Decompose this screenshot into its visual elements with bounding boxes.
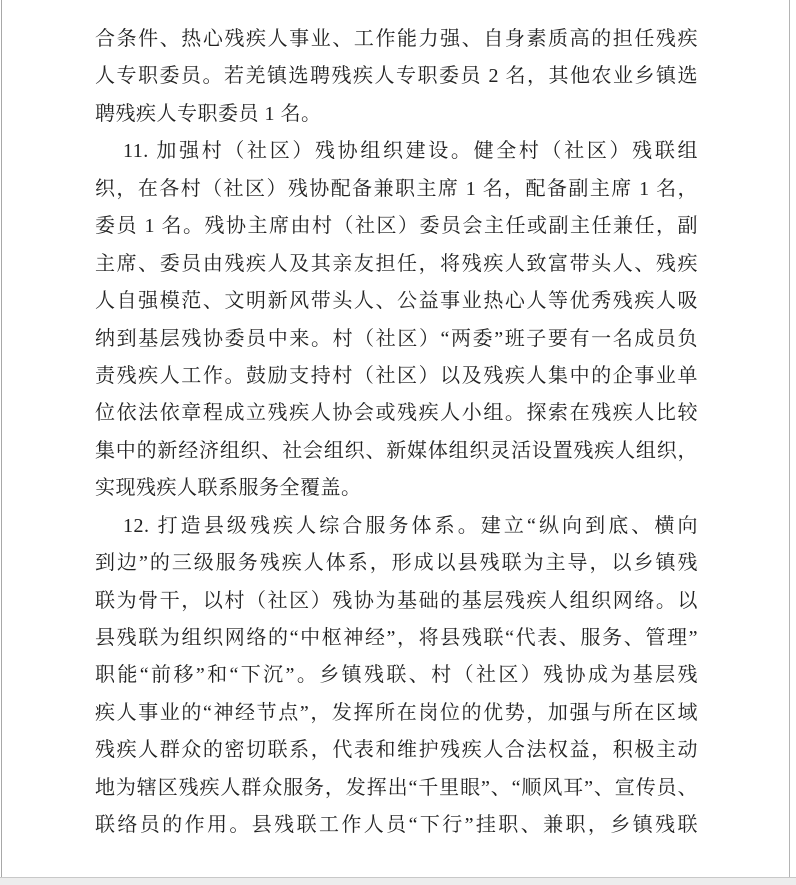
text-line: 地为辖区残疾人群众服务，发挥出“千里眼”、“顺风耳”、宣传员、 [95,776,698,799]
text-line: 聘残疾人专职委员 1 名。 [95,102,322,125]
text-line: 委员 1 名。残协主席由村（社区）委员会主任或副主任兼任，副 [95,215,698,238]
text-line: 实现残疾人联系服务全覆盖。 [95,477,362,500]
text-line: 纳到基层残协委员中来。村（社区）“两委”班子要有一名成员负 [95,327,698,350]
text-line: 集中的新经济组织、社会组织、新媒体组织灵活设置残疾人组织， [95,439,698,462]
document-text [95,21,698,845]
text-line: 联为骨干，以村（社区）残协为基础的基层残疾人组织网络。以 [95,589,698,612]
text-line: 12. 打造县级残疾人综合服务体系。建立“纵向到底、横向 [123,514,698,537]
text-line: 责残疾人工作。鼓励支持村（社区）以及残疾人集中的企事业单 [95,364,698,387]
text-line: 织，在各村（社区）残协配备兼职主席 1 名，配备副主席 1 名， [95,177,698,200]
text-line: 人专职委员。若羌镇选聘残疾人专职委员 2 名，其他农业乡镇选 [95,65,698,88]
text-line: 残疾人群众的密切联系，代表和维护残疾人合法权益，积极主动 [95,739,698,762]
text-line: 位依法依章程成立残疾人协会或残疾人小组。探索在残疾人比较 [95,402,698,425]
text-line: 职能“前移”和“下沉”。乡镇残联、村（社区）残协成为基层残 [95,664,698,687]
page-left-edge-line [1,0,2,877]
text-line: 县残联为组织网络的“中枢神经”，将县残联“代表、服务、管理” [95,627,698,649]
text-line: 疾人事业的“神经节点”，发挥所在岗位的优势，加强与所在区域 [95,701,698,724]
text-line: 人自强模范、文明新风带头人、公益事业热心人等优秀残疾人吸 [95,290,698,313]
page-bottom-boundary [0,877,796,885]
page-right-edge-line [789,0,790,877]
text-line: 到边”的三级服务残疾人体系，形成以县残联为主导，以乡镇残 [95,552,698,575]
text-line: 合条件、热心残疾人事业、工作能力强、自身素质高的担任残疾 [95,28,698,50]
text-line: 联络员的作用。县残联工作人员“下行”挂职、兼职，乡镇残联 [95,814,698,837]
text-line: 主席、委员由残疾人及其亲友担任，将残疾人致富带头人、残疾 [95,252,698,275]
text-line: 11. 加强村（社区）残协组织建设。健全村（社区）残联组 [123,140,698,163]
